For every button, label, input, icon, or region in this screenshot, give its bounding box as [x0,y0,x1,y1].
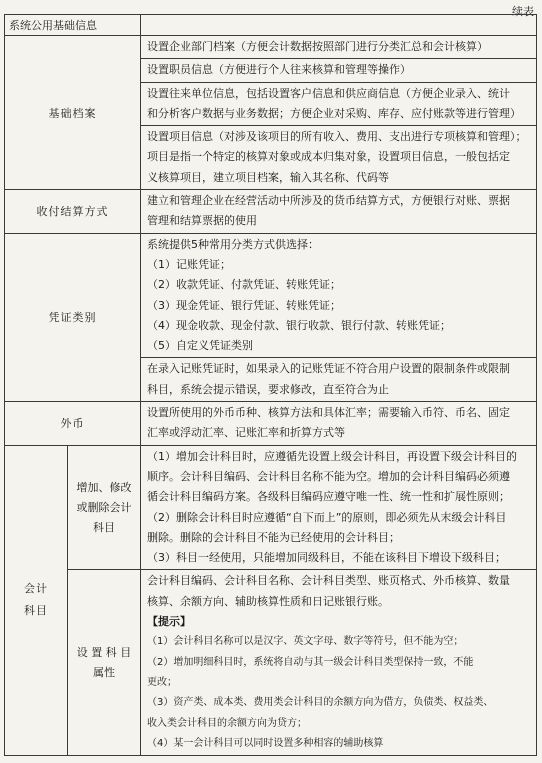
currency-line: 设置所使用的外币币种、核算方法和具体汇率；需要输入币符、币名、固定 [147,406,510,420]
project-info-line: 义核算项目，建立项目档案，输入其名称、代码等 [147,170,389,184]
staff-info-text: 设置职员信息（方便进行个人往来核算和管理等操作） [147,63,411,77]
basic-info-table [4,14,537,756]
tip-line: （3）资产类、成本类、费用类会计科目的余额方向为借方，负债类、权益类、 [147,697,494,709]
add-modify-line: 删除。删除的会计科目不能为已经使用的会计科目； [147,530,400,544]
category-accounts-line: 会计 [24,582,48,596]
voucher-line: （5）自定义凭证类别 [147,339,253,353]
header-label: 系统公用基础信息 [9,19,97,32]
category-accounts-line: 科目 [24,604,48,618]
add-modify-cell [141,445,537,570]
partner-info-cell [141,82,537,126]
header-cell [5,15,141,36]
currency-line: 汇率或浮动汇率、记账汇率和折算方式等 [147,426,345,440]
add-modify-line: （1）增加会计科目时，应遵循先设置上级会计科目，再设置下级会计科目的 [147,449,517,463]
voucher-line: （4）现金收款、现金付款、银行收款、银行付款、转账凭证； [147,318,451,332]
foreign-currency-cell [141,402,537,446]
project-info-line: 项目是指一个特定的核算对象或成本归集对象，设置项目信息，一般包括定 [147,150,510,164]
category-payment-method: 收付结算方式 [5,190,141,234]
project-info-line: 设置项目信息（对涉及该项目的所有收入、费用、支出进行专项核算和管理）； [147,130,527,144]
continued-label: 续表 [512,5,534,18]
category-basic-archive: 基础档案 [5,36,141,190]
voucher-options-cell [141,233,537,358]
tip-line: 收入类会计科目的余额方向为贷方； [147,717,307,729]
tip-line: 更改； [147,676,177,688]
partner-info-line: 设置往来单位信息，包括设置客户信息和供应商信息（方便企业录入、统计 [147,86,510,100]
add-modify-line: 循会计科目编码方案。各级科目编码应遵守唯一性、统一性和扩展性原则； [147,490,510,504]
tip-title: 【提示】 [147,615,191,629]
payment-line: 管理和结算票据的使用 [147,214,257,228]
voucher-line: （2）收款凭证、付款凭证、转账凭证； [147,278,341,292]
category-accounts [5,445,68,755]
dept-archive-text: 设置企业部门档案（方便会计数据按照部门进行分类汇总和会计核算） [147,40,488,53]
voucher-note-line: 在录入记账凭证时，如果录入的记账凭证不符合用户设置的限制条件或限制 [147,362,510,376]
add-modify-line: （3）科目一经使用，只能增加同级科目，不能在该科目下增设下级科目； [147,551,506,565]
category-voucher-type: 凭证类别 [5,233,141,401]
attributes-line: 核算、余额方向、辅助核算性质和日记账银行账。 [147,594,389,608]
voucher-line: （1）记账凭证； [147,257,231,271]
category-foreign-currency: 外币 [5,402,141,446]
project-info-cell [141,126,537,190]
partner-info-line: 和分析客户数据与业务数据；方便企业对采购、库存、应付账款等进行管理） [147,106,521,120]
header-empty-cell [141,15,537,36]
voucher-line: （3）现金凭证、银行凭证、转账凭证； [147,298,341,312]
dept-archive-cell [141,36,537,59]
add-modify-line: （2）删除会计科目时应遵循“自下而上”的原则，即必须先从末级会计科目 [147,510,507,524]
sub-set-attributes: 设 置 科 目 属性 [68,570,141,756]
tip-line: （2）增加明细科目时，系统将自动与其一级会计科目类型保持一致，不能 [147,656,474,668]
payment-line: 建立和管理企业在经营活动中所涉及的货币结算方式，方便银行对账、票据 [147,194,510,208]
voucher-note-cell [141,358,537,402]
staff-info-cell [141,59,537,82]
attributes-cell [141,570,537,756]
tip-line: （4）某一会计科目可以同时设置多种相容的辅助核算 [147,737,384,749]
voucher-line: 系统提供5种常用分类方式供选择： [147,237,319,251]
sub-add-modify-delete: 增加、修改 或删除会计 科目 [68,445,141,570]
tip-line: （1）会计科目名称可以是汉字、英文字母、数字等符号，但不能为空； [147,636,464,648]
voucher-note-line: 科目，系统会提示错误，要求修改，直至符合为止 [147,382,389,396]
add-modify-line: 顺序。会计科目编码、会计科目名称不能为空。增加的会计科目编码必须遵 [147,469,510,483]
payment-method-cell [141,190,537,234]
attributes-line: 会计科目编码、会计科目名称、会计科目类型、账页格式、外币核算、数量 [147,574,510,588]
